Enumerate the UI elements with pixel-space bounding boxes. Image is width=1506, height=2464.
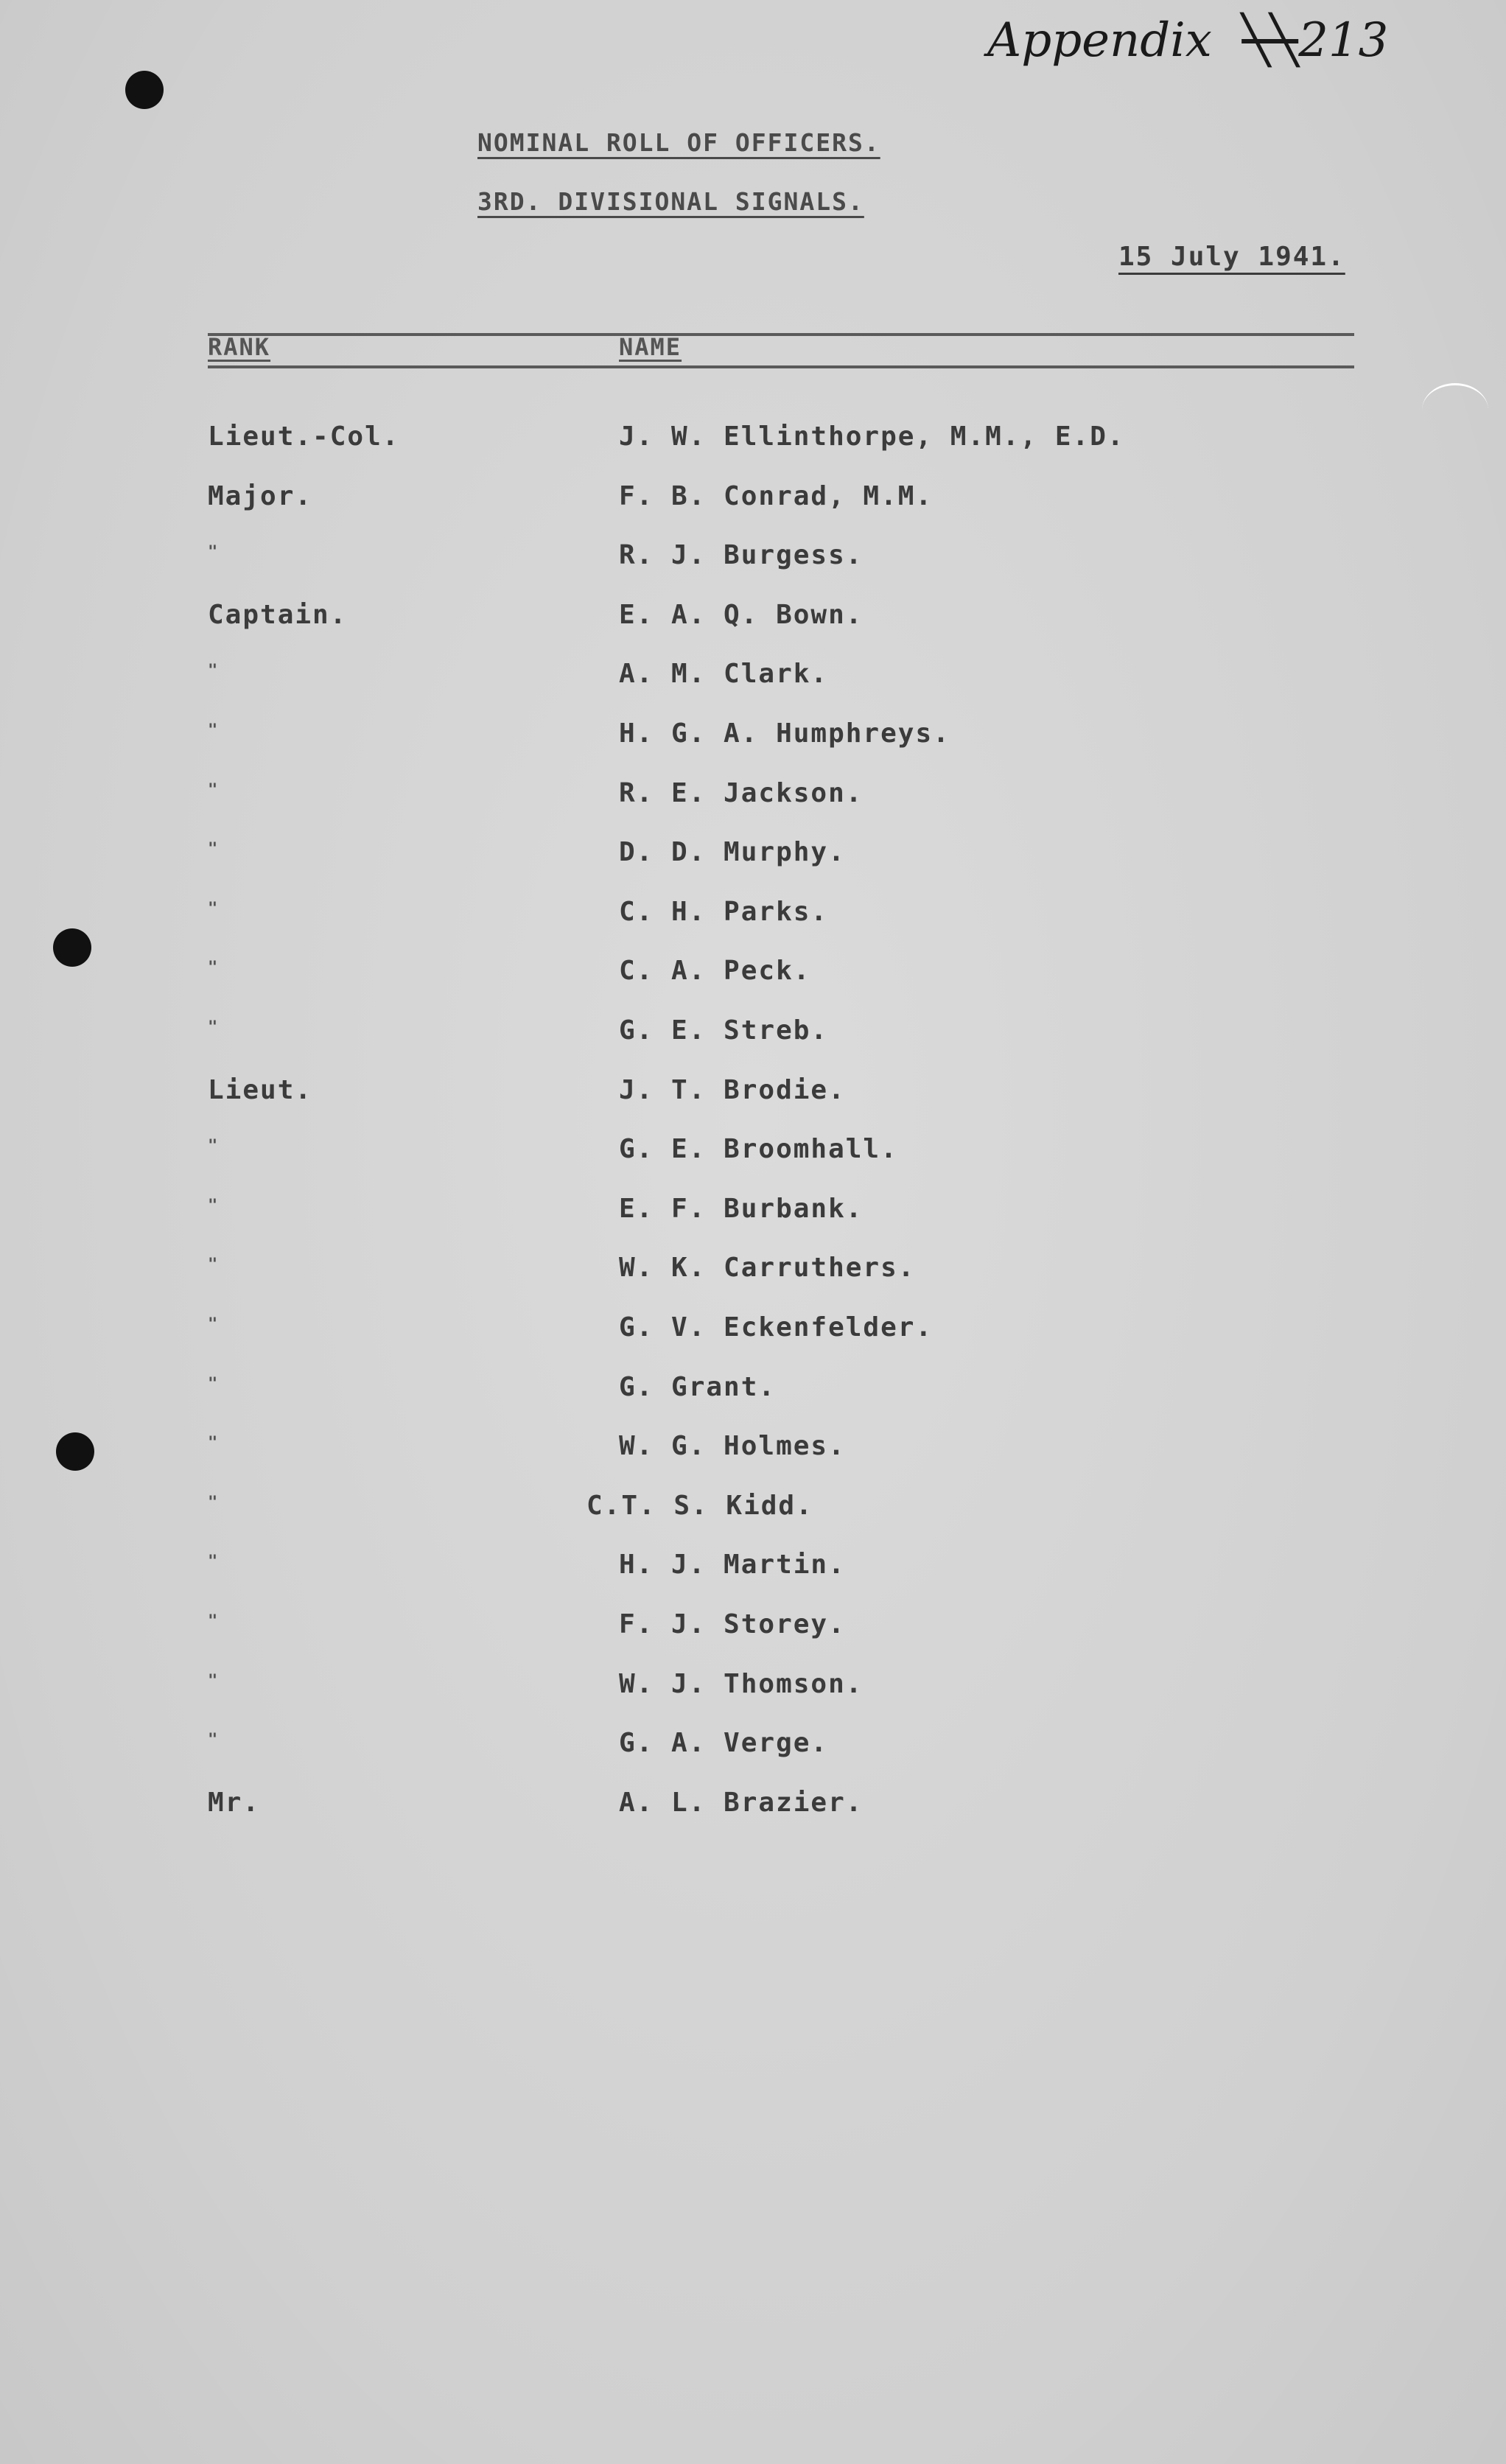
officer-name: A. L. Brazier. bbox=[619, 1788, 864, 1818]
officer-name: G. A. Verge. bbox=[619, 1728, 829, 1758]
officer-name: F. J. Storey. bbox=[619, 1609, 846, 1639]
officer-row bbox=[0, 1015, 1506, 1067]
officer-row bbox=[0, 1253, 1506, 1304]
officer-rank: Lieut.-Col. bbox=[208, 421, 400, 452]
officer-row bbox=[0, 1550, 1506, 1601]
officer-row bbox=[0, 1788, 1506, 1839]
officer-name: R. E. Jackson. bbox=[619, 778, 864, 808]
officer-row bbox=[0, 1134, 1506, 1186]
officer-name: C. A. Peck. bbox=[619, 956, 811, 986]
officer-name: G. E. Broomhall. bbox=[619, 1134, 898, 1164]
document-title: NOMINAL ROLL OF OFFICERS. bbox=[477, 128, 880, 157]
officer-rank: " bbox=[208, 1672, 218, 1690]
officer-row bbox=[0, 718, 1506, 770]
officer-rank: " bbox=[208, 781, 218, 799]
officer-row bbox=[0, 1312, 1506, 1364]
header-top-rule bbox=[208, 333, 1354, 336]
officer-rank: " bbox=[208, 959, 218, 977]
officer-name: H. J. Martin. bbox=[619, 1550, 846, 1580]
officer-row bbox=[0, 1194, 1506, 1245]
name-column-header: NAME bbox=[619, 333, 682, 361]
officer-row bbox=[0, 1075, 1506, 1127]
officer-row bbox=[0, 1728, 1506, 1779]
officer-rank: Lieut. bbox=[208, 1075, 313, 1105]
officer-name: A. M. Clark. bbox=[619, 659, 829, 689]
officer-row bbox=[0, 1431, 1506, 1483]
document-date: 15 July 1941. bbox=[1118, 242, 1345, 272]
officer-name: G. Grant. bbox=[619, 1372, 777, 1402]
officer-row bbox=[0, 1372, 1506, 1424]
officer-row bbox=[0, 778, 1506, 830]
officer-name: E. A. Q. Bown. bbox=[619, 600, 864, 630]
officer-rank: " bbox=[208, 840, 218, 858]
rank-column-header: RANK bbox=[208, 333, 271, 361]
officer-name: D. D. Murphy. bbox=[619, 837, 846, 867]
officer-row bbox=[0, 481, 1506, 533]
officer-name: R. J. Burgess. bbox=[619, 540, 864, 570]
officer-name: C.T. S. Kidd. bbox=[586, 1491, 813, 1521]
officer-rank: " bbox=[208, 1731, 218, 1749]
officer-row bbox=[0, 837, 1506, 889]
officer-row bbox=[0, 1491, 1506, 1542]
officer-row bbox=[0, 956, 1506, 1007]
officer-rank: " bbox=[208, 1137, 218, 1155]
officer-name: C. H. Parks. bbox=[619, 897, 829, 927]
document-subtitle: 3RD. DIVISIONAL SIGNALS. bbox=[477, 187, 864, 216]
appendix-label: Appendix bbox=[987, 13, 1212, 68]
officer-name: E. F. Burbank. bbox=[619, 1194, 864, 1224]
officer-row bbox=[0, 540, 1506, 592]
appendix-annotation bbox=[987, 13, 1388, 68]
officer-row bbox=[0, 659, 1506, 710]
officer-name: H. G. A. Humphreys. bbox=[619, 718, 950, 749]
officer-rank: " bbox=[208, 662, 218, 680]
officer-row bbox=[0, 1609, 1506, 1661]
officer-row bbox=[0, 421, 1506, 473]
officer-name: F. B. Conrad, M.M. bbox=[619, 481, 934, 511]
officer-rank: " bbox=[208, 1197, 218, 1215]
officer-rank: Mr. bbox=[208, 1788, 261, 1818]
officer-name: W. G. Holmes. bbox=[619, 1431, 846, 1461]
officer-row bbox=[0, 1669, 1506, 1721]
officer-rank: " bbox=[208, 721, 218, 740]
officer-rank: " bbox=[208, 1375, 218, 1393]
officer-rank: " bbox=[208, 1256, 218, 1274]
officer-rank: " bbox=[208, 1315, 218, 1334]
officer-name: W. K. Carruthers. bbox=[619, 1253, 916, 1283]
officer-rank: " bbox=[208, 1553, 218, 1571]
officer-rank: Major. bbox=[208, 481, 313, 511]
officer-name: W. J. Thomson. bbox=[619, 1669, 864, 1699]
officer-rank: " bbox=[208, 543, 218, 561]
officer-row bbox=[0, 897, 1506, 948]
officer-row bbox=[0, 600, 1506, 651]
header-bottom-rule bbox=[208, 365, 1354, 368]
officer-rank: " bbox=[208, 1494, 218, 1512]
officer-rank: " bbox=[208, 900, 218, 918]
officer-name: J. W. Ellinthorpe, M.M., E.D. bbox=[619, 421, 1125, 452]
officer-rank: " bbox=[208, 1612, 218, 1631]
officer-rank: Captain. bbox=[208, 600, 348, 630]
appendix-number: 213 bbox=[1298, 13, 1389, 68]
officer-rank: " bbox=[208, 1018, 218, 1037]
punch-hole-top bbox=[125, 71, 164, 109]
officer-name: G. V. Eckenfelder. bbox=[619, 1312, 934, 1343]
officer-name: J. T. Brodie. bbox=[619, 1075, 846, 1105]
officer-name: G. E. Streb. bbox=[619, 1015, 829, 1046]
officer-rank: " bbox=[208, 1434, 218, 1452]
appendix-strikethrough: ╲╲ bbox=[1241, 13, 1299, 68]
